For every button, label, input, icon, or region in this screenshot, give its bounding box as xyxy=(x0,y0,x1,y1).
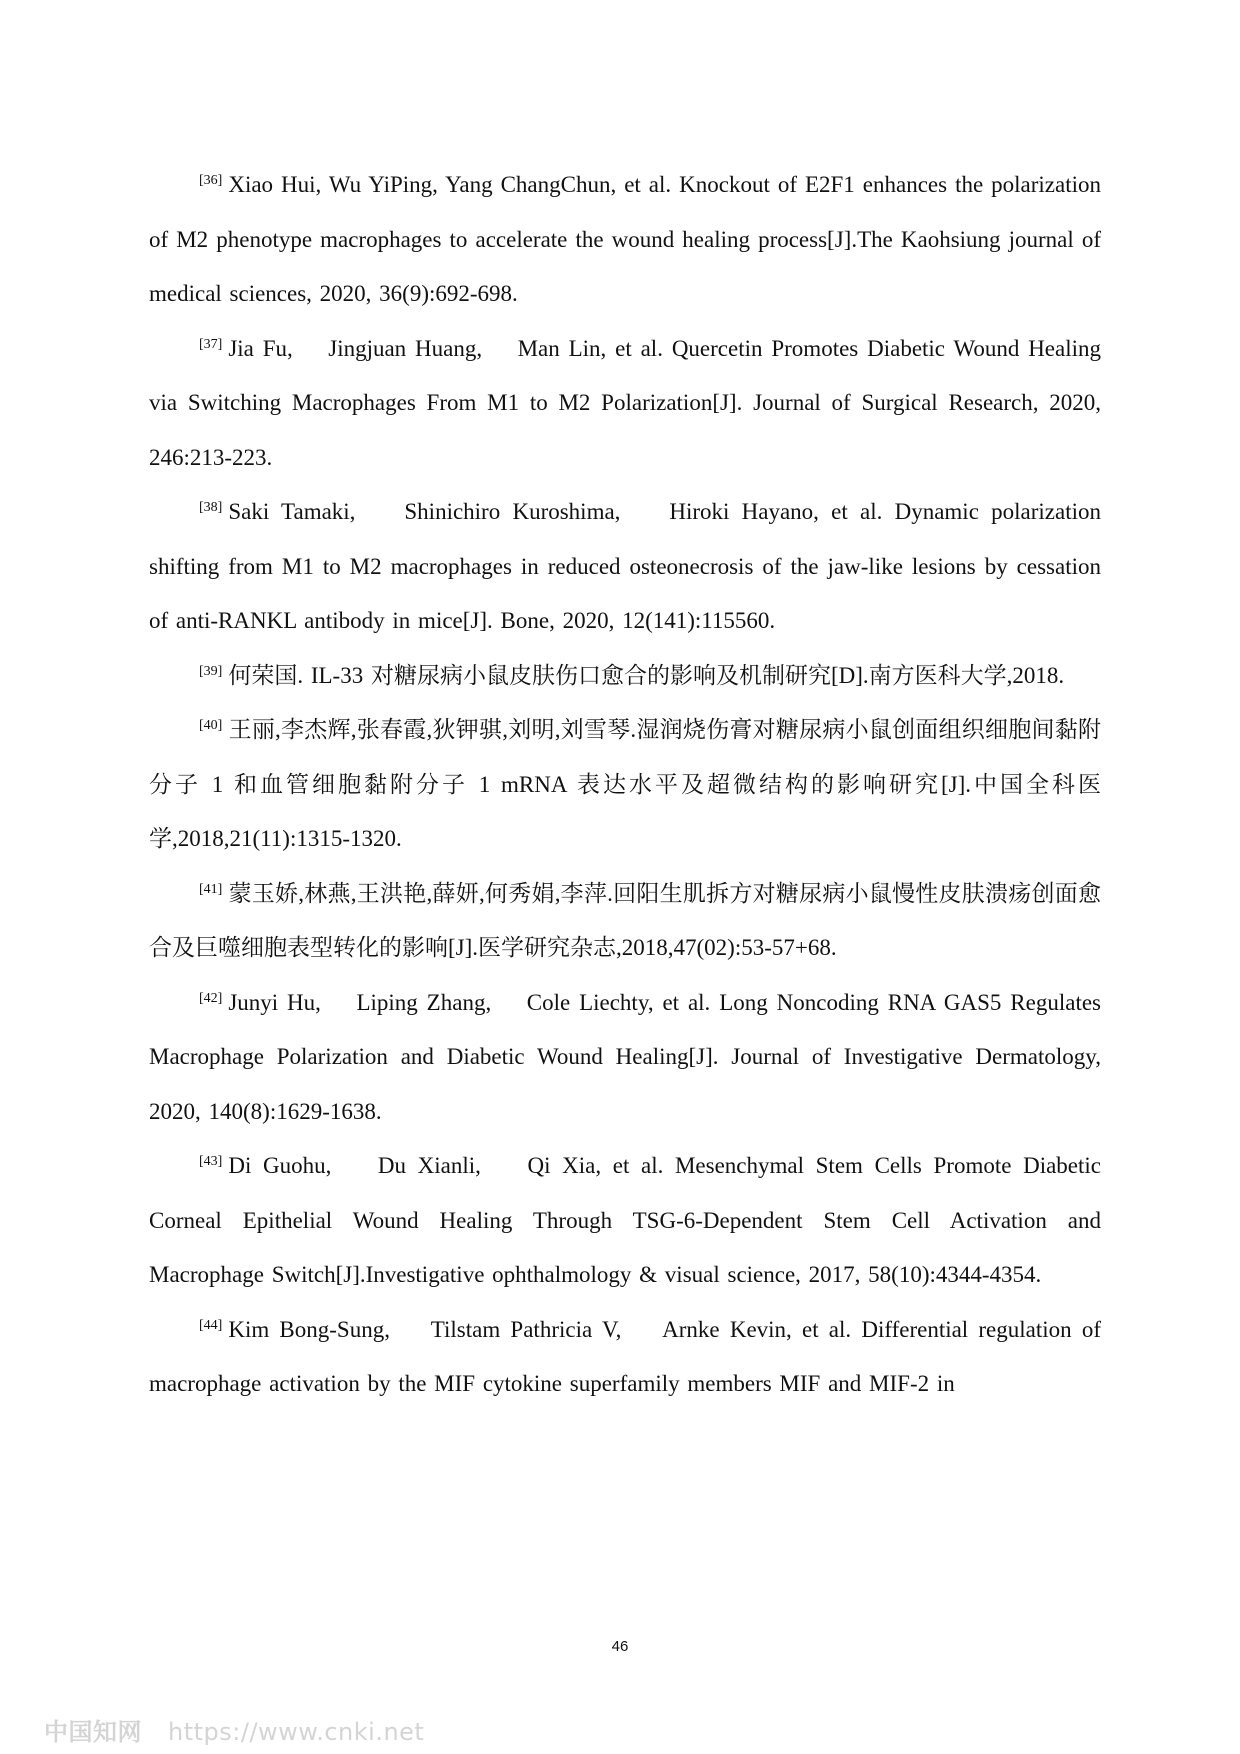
reference-number: [43] xyxy=(199,1154,223,1169)
reference-text: Junyi Hu, Liping Zhang, Cole Liechty, et al. Long Noncoding RNA GAS5 Regulates Macrophage Polarization and Diabetic Wound Healing[J]. Journal of Investigative Dermatology, 2020, 140(8):1629-1638. xyxy=(149,989,1101,1124)
reference-number: [42] xyxy=(199,990,223,1006)
reference-entry xyxy=(149,1303,1101,1412)
reference-number: [37] xyxy=(199,336,223,352)
reference-entry xyxy=(149,649,1101,704)
reference-text: Xiao Hui, Wu YiPing, Yang ChangChun, et al. Knockout of E2F1 enhances the polarization of M2 phenotype macrophages to accelerate the wound healing process[J].The Kaohsiung journal of medical sciences, 2020, 36(9):692-698. xyxy=(149,172,1101,306)
watermark-brand: 中国知网 xyxy=(44,1718,142,1746)
watermark xyxy=(44,1712,424,1747)
reference-number: [38] xyxy=(199,500,223,515)
reference-entry xyxy=(149,867,1101,976)
reference-text: 蒙玉娇,林燕,王洪艳,薛妍,何秀娟,李萍.回阳生肌拆方对糖尿病小鼠慢性皮肤溃疡创面愈合及巨噬细胞表型转化的影响[J].医学研究杂志,2018,47(02):53-57+68. xyxy=(149,880,1101,960)
reference-entry xyxy=(149,1139,1101,1303)
reference-number: [40] xyxy=(199,718,223,733)
reference-text: 何荣国. IL-33 对糖尿病小鼠皮肤伤口愈合的影响及机制研究[D].南方医科大学,2018. xyxy=(228,662,1065,688)
page-number: 46 xyxy=(611,1638,629,1655)
reference-entry xyxy=(149,703,1101,867)
watermark-url: https://www.cnki.net xyxy=(168,1718,425,1746)
reference-text: Saki Tamaki, Shinichiro Kuroshima, Hiroki Hayano, et al. Dynamic polarization shifting from M1 to M2 macrophages in reduced osteonecrosis of the jaw-like lesions by cessation of anti-RANKL antibody in mice[J]. Bone, 2020, 12(141):115560. xyxy=(149,499,1101,633)
reference-number: [39] xyxy=(199,663,223,679)
reference-text: 王丽,李杰辉,张春霞,狄钾骐,刘明,刘雪琴.湿润烧伤膏对糖尿病小鼠创面组织细胞间黏附分子 1 和血管细胞黏附分子 1 mRNA 表达水平及超微结构的影响研究[J].中国全科医学,2018,21(11):1315-1320. xyxy=(149,717,1101,851)
reference-text: Kim Bong-Sung, Tilstam Pathricia V, Arnke Kevin, et al. Differential regulation of macrophage activation by the MIF cytokine superfamily members MIF and MIF-2 in xyxy=(149,1316,1101,1396)
reference-text: Jia Fu, Jingjuan Huang, Man Lin, et al. Quercetin Promotes Diabetic Wound Healing via Switching Macrophages From M1 to M2 Polarization[J]. Journal of Surgical Research, 2020, 246:213-223. xyxy=(149,335,1101,470)
reference-number: [41] xyxy=(199,881,223,897)
reference-number: [44] xyxy=(199,1317,223,1333)
reference-entry xyxy=(149,485,1101,649)
reference-number: [36] xyxy=(199,173,223,188)
reference-text: Di Guohu, Du Xianli, Qi Xia, et al. Mesenchymal Stem Cells Promote Diabetic Corneal Epithelial Wound Healing Through TSG-6-Dependent Stem Cell Activation and Macrophage Switch[J].Investigative ophthalmology & visual science, 2017, 58(10):4344-4354. xyxy=(149,1153,1101,1287)
reference-entry xyxy=(149,322,1101,486)
reference-entry xyxy=(149,158,1101,322)
reference-list xyxy=(149,158,1101,1412)
reference-entry xyxy=(149,976,1101,1140)
